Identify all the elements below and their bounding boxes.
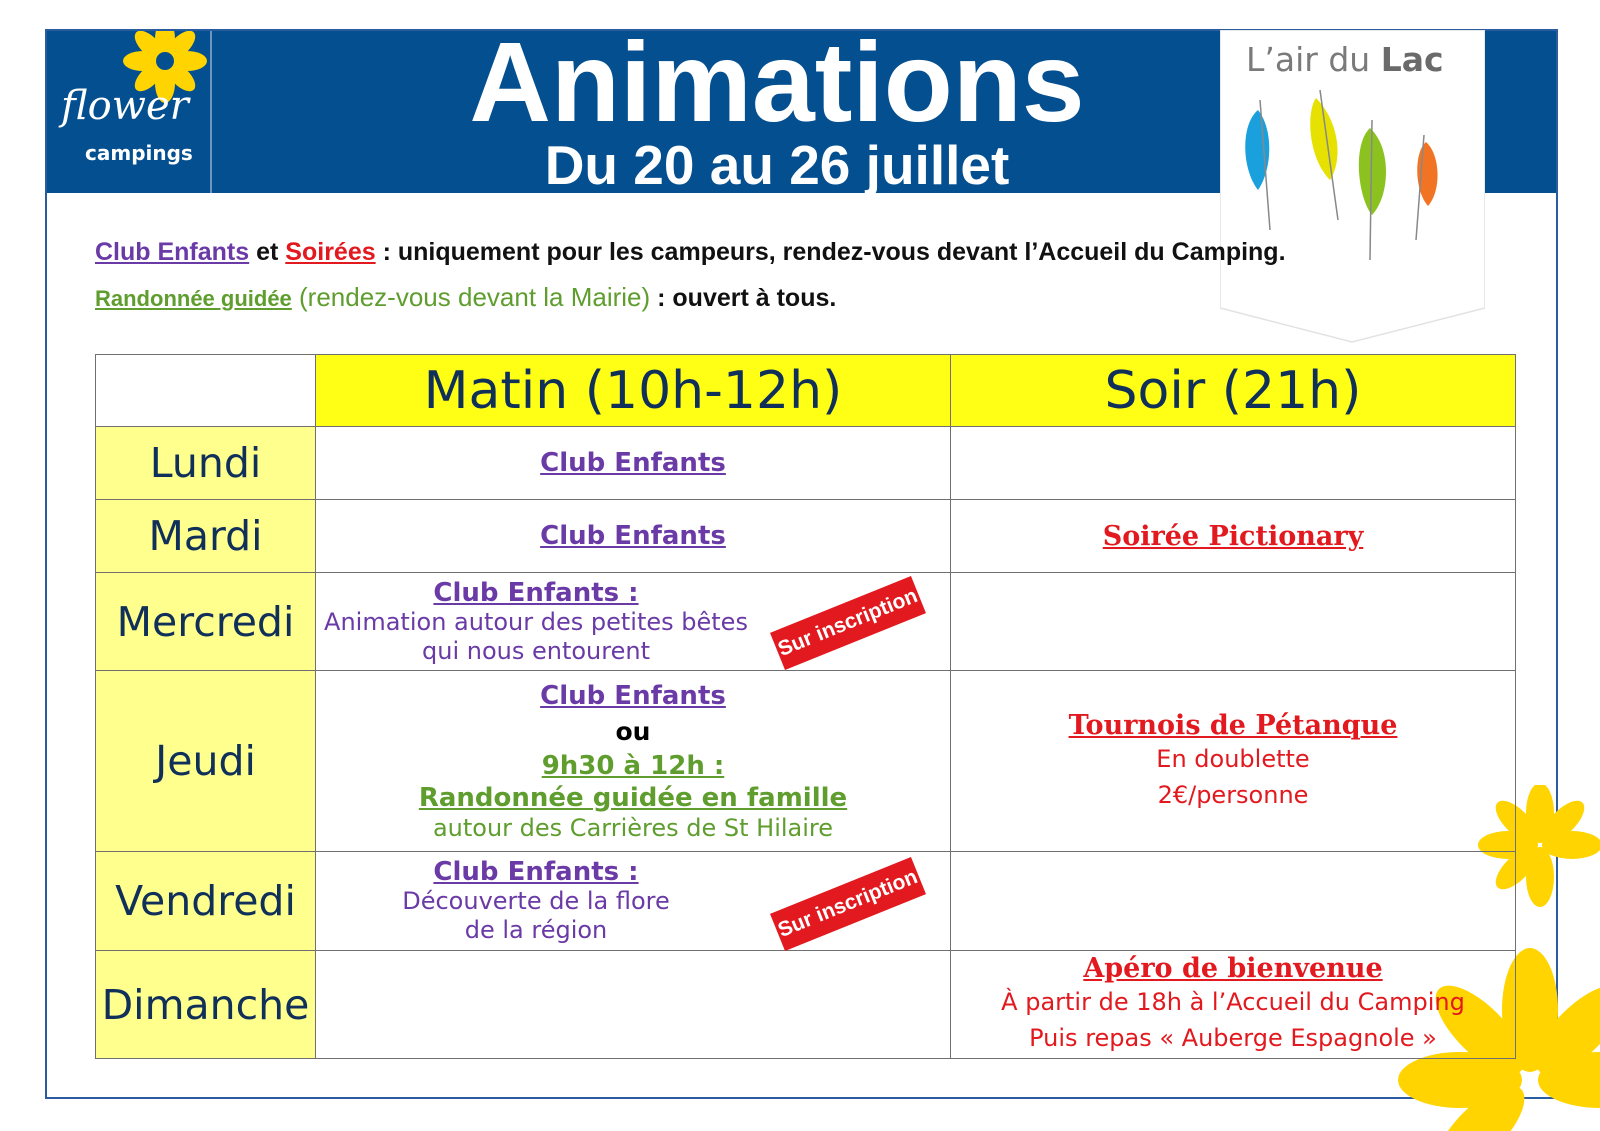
- vendredi-matin-cell: [316, 852, 951, 951]
- day-lundi: Lundi: [96, 427, 316, 500]
- table-row: [96, 500, 1516, 573]
- day-vendredi: Vendredi: [96, 852, 316, 951]
- vendredi-matin-content: [316, 857, 756, 945]
- lac-logo-title: [1246, 40, 1444, 79]
- vendredi-club: Club Enfants :: [433, 857, 639, 887]
- intro-soirees-link: Soirées: [285, 238, 376, 266]
- flower-campings-logo: [47, 31, 212, 193]
- table-row: [96, 427, 1516, 500]
- mardi-matin-cell: [316, 500, 951, 573]
- day-jeudi: Jeudi: [96, 671, 316, 852]
- vendredi-desc-1: Découverte de la flore: [402, 887, 670, 915]
- empty-corner-cell: [96, 355, 316, 427]
- table-row: [96, 951, 1516, 1059]
- lundi-soir-cell: [951, 427, 1516, 500]
- intro-et: et: [249, 238, 286, 266]
- dimanche-soiree: Apéro de bienvenue: [1083, 953, 1383, 984]
- mardi-club: Club Enfants: [540, 521, 726, 551]
- table-row: [96, 573, 1516, 671]
- dimanche-desc-2: Puis repas « Auberge Espagnole »: [1029, 1024, 1437, 1052]
- vendredi-soir-cell: [951, 852, 1516, 951]
- page-subtitle: Du 20 au 26 juillet: [544, 134, 1010, 196]
- intro-line-1: [95, 238, 1286, 267]
- mercredi-club: Club Enfants :: [433, 577, 639, 608]
- table-header-row: [96, 355, 1516, 427]
- table-row: [96, 671, 1516, 852]
- schedule-table: [95, 354, 1516, 1059]
- jeudi-matin-cell: [316, 671, 951, 852]
- intro-line2-rest: : ouvert à tous.: [650, 284, 837, 312]
- campings-logo-text: campings: [85, 141, 193, 165]
- intro-mairie: (rendez-vous devant la Mairie): [291, 282, 651, 312]
- jeudi-soiree-desc-2: 2€/personne: [1157, 780, 1309, 809]
- jeudi-rando-desc: autour des Carrières de St Hilaire: [432, 813, 834, 842]
- jeudi-ou: ou: [615, 716, 651, 746]
- vendredi-desc-2: de la région: [464, 916, 608, 944]
- day-dimanche: Dimanche: [96, 951, 316, 1059]
- lundi-matin-cell: [316, 427, 951, 500]
- sur-inscription-badge: Sur inscription: [770, 576, 926, 670]
- mercredi-soir-cell: [951, 573, 1516, 671]
- dimanche-desc-1: À partir de 18h à l’Accueil du Camping: [1001, 988, 1465, 1016]
- mercredi-desc-1: Animation autour des petites bêtes: [324, 607, 748, 636]
- intro-club-link: Club Enfants: [95, 238, 250, 266]
- jeudi-soiree-desc-1: En doublette: [1156, 744, 1310, 773]
- table-row: [96, 852, 1516, 951]
- jeudi-club: Club Enfants: [540, 680, 726, 711]
- header-matin: Matin (10h-12h): [316, 355, 951, 427]
- lac-logo-bold: Lac: [1380, 40, 1444, 79]
- dimanche-matin-cell: [316, 951, 951, 1059]
- day-mercredi: Mercredi: [96, 573, 316, 671]
- mercredi-desc-2: qui nous entourent: [422, 636, 650, 665]
- mardi-soir-cell: [951, 500, 1516, 573]
- lundi-club: Club Enfants: [540, 448, 726, 478]
- dimanche-soir-cell: [951, 951, 1516, 1059]
- intro-line-2: [95, 282, 836, 313]
- lac-logo-light: L’air du: [1246, 40, 1371, 79]
- jeudi-soir-cell: [951, 671, 1516, 852]
- mardi-soiree: Soirée Pictionary: [1102, 520, 1364, 552]
- mercredi-matin-cell: [316, 573, 951, 671]
- page-title: Animations: [469, 29, 1085, 145]
- flower-logo-text: flower: [61, 83, 189, 129]
- jeudi-soiree: Tournois de Pétanque: [1068, 709, 1398, 741]
- jeudi-rando: Randonnée guidée en famille: [418, 782, 848, 813]
- day-mardi: Mardi: [96, 500, 316, 573]
- header-soir: Soir (21h): [951, 355, 1516, 427]
- jeudi-time: 9h30 à 12h :: [541, 750, 725, 781]
- mercredi-matin-content: [316, 578, 756, 666]
- intro-line1-rest: : uniquement pour les campeurs, rendez-vous devant l’Accueil du Camping.: [375, 238, 1286, 266]
- sur-inscription-badge: Sur inscription: [770, 857, 926, 951]
- intro-rando-link: Randonnée guidée: [95, 286, 292, 311]
